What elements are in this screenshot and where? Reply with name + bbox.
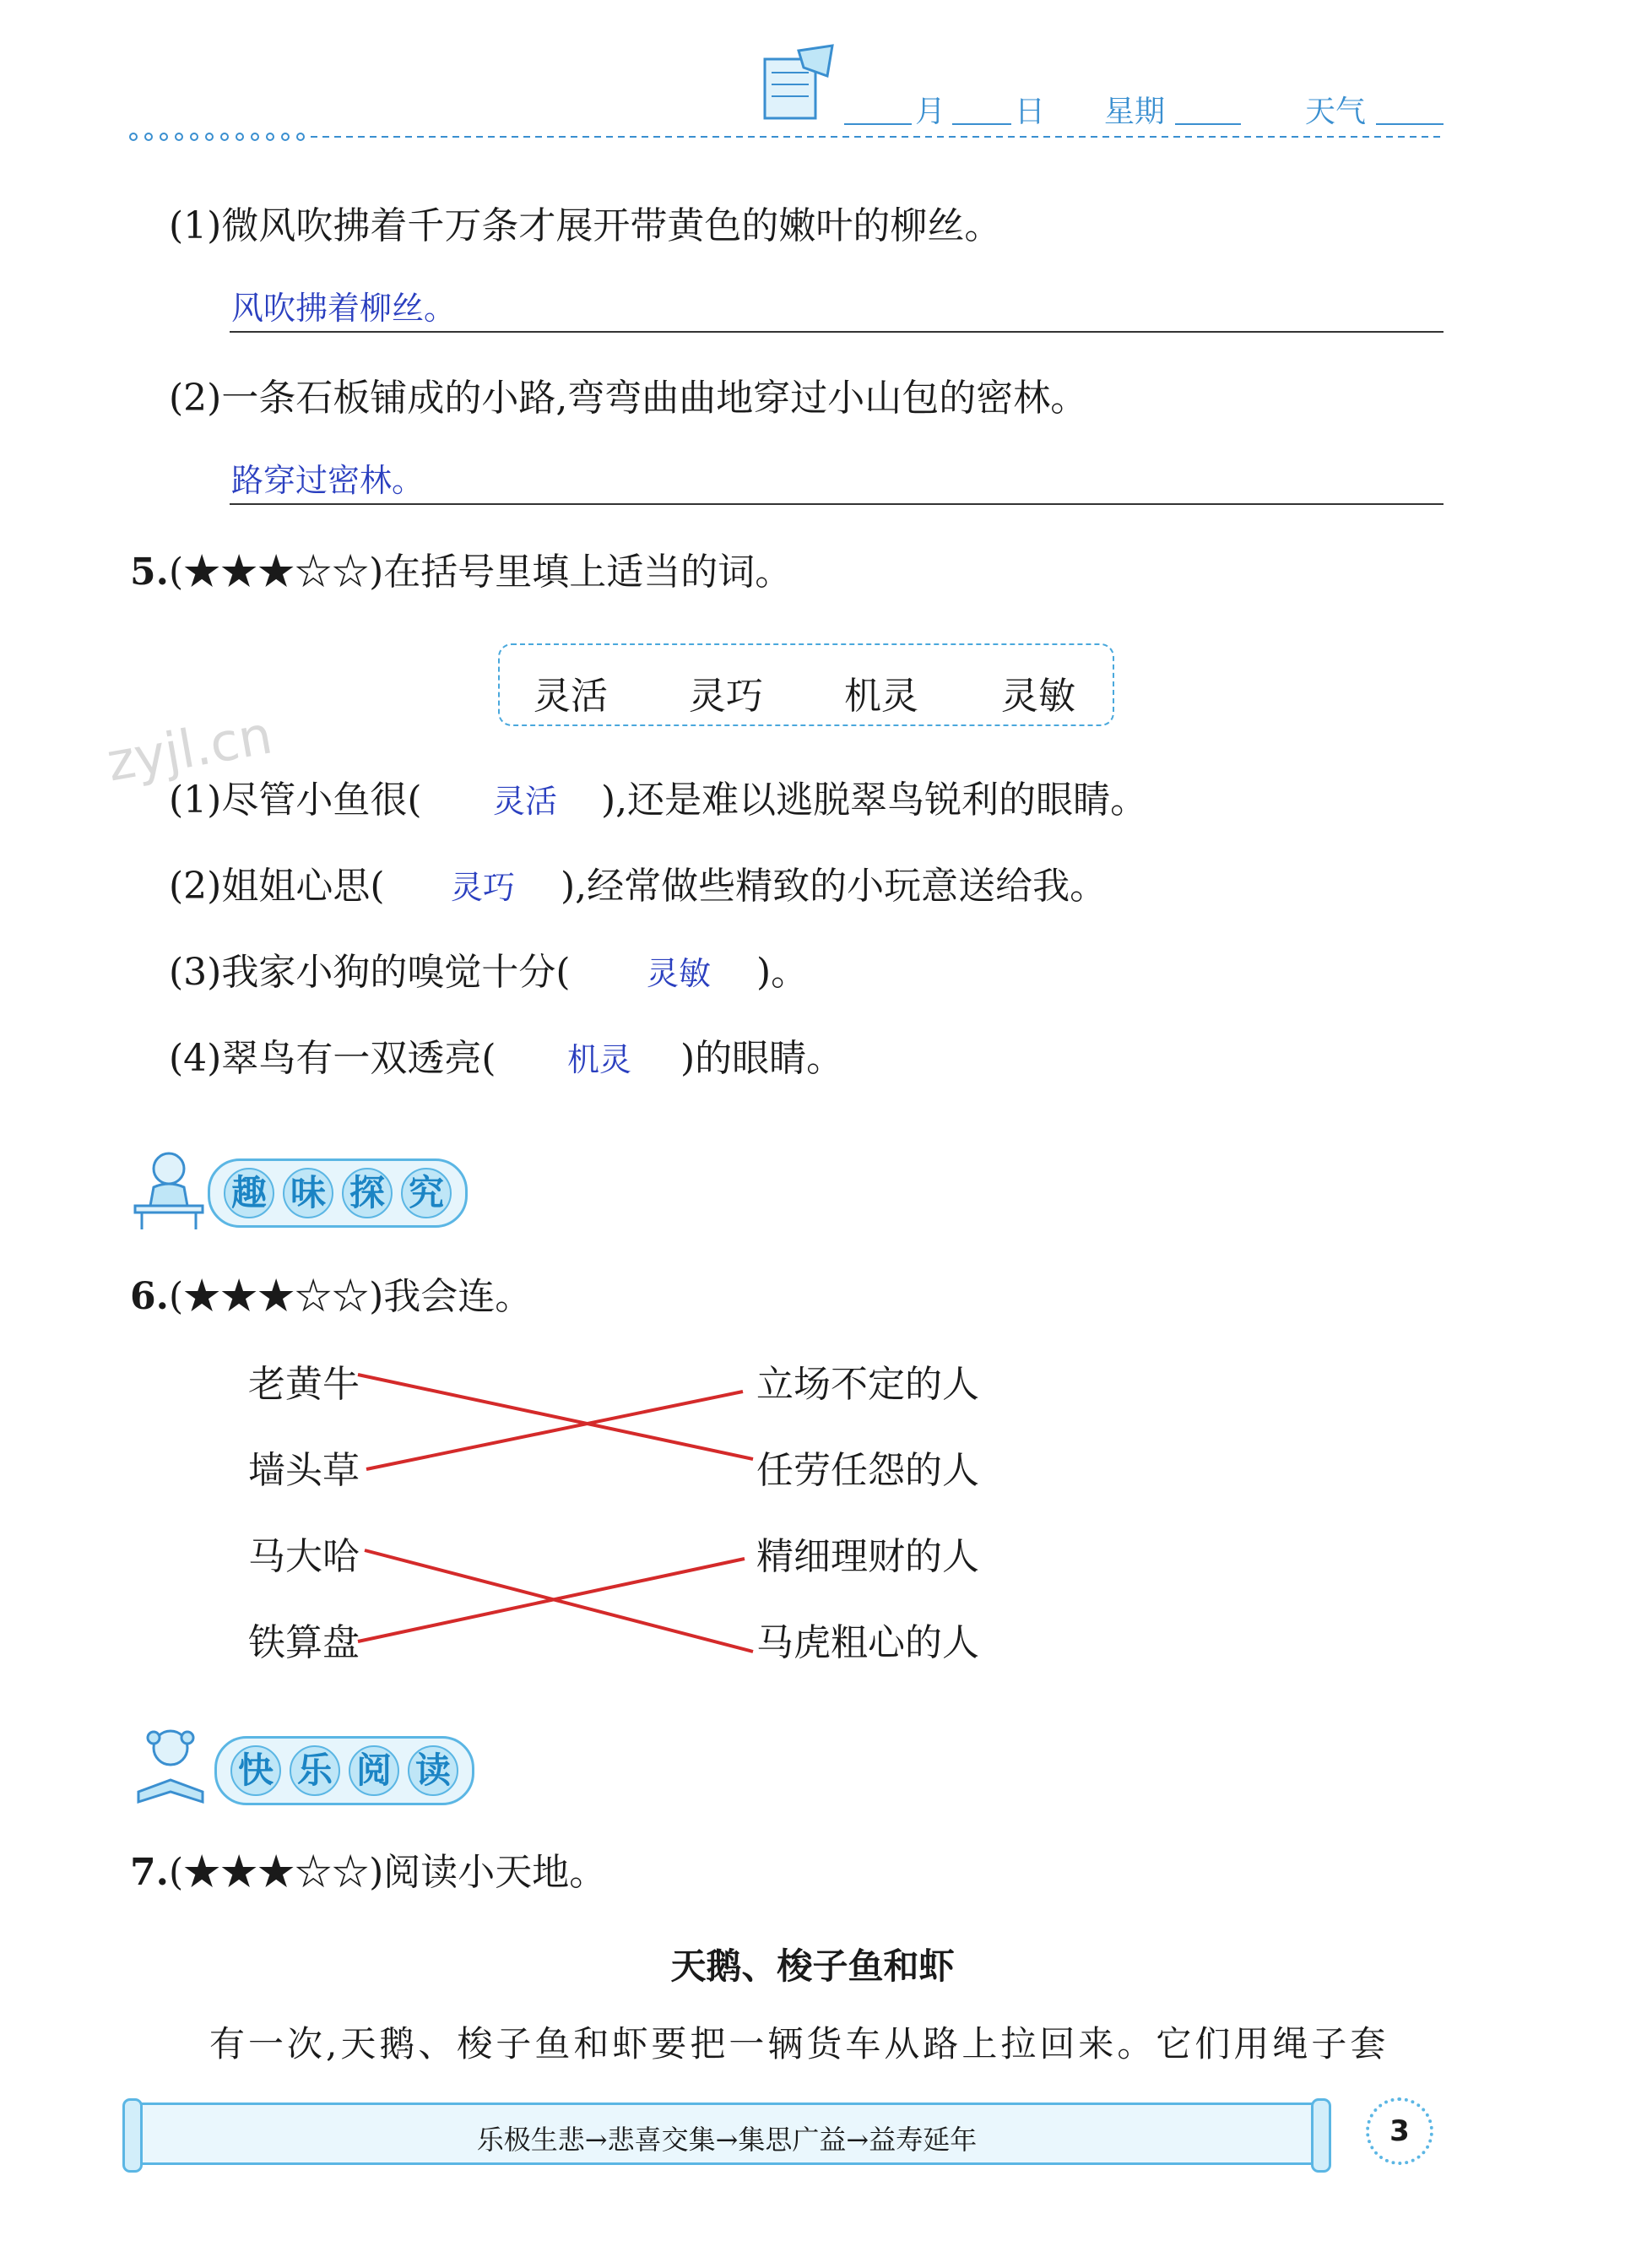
idiom-chain: 乐极生悲→悲喜交集→集思广益→益寿延年 <box>476 2124 978 2156</box>
watermark: zyjl.cn <box>102 703 277 794</box>
section-title-char: 阅 <box>349 1745 399 1796</box>
q7-heading <box>130 1851 607 1894</box>
q5-item-text: )的眼睛。 <box>680 1037 844 1080</box>
story-paragraph: 有一次,天鹅、梭子鱼和虾要把一辆货车从路上拉回来。它们用绳子套 <box>209 2023 1389 2065</box>
q5-item-text: (4)翠鸟有一双透亮( <box>169 1037 496 1080</box>
match-right-item[interactable]: 立场不定的人 <box>756 1363 979 1406</box>
section-title-char: 读 <box>408 1745 458 1796</box>
section-title-char: 探 <box>342 1168 393 1218</box>
page-number: 3 <box>1366 2097 1433 2165</box>
q5-answer[interactable]: 灵巧 <box>451 869 516 906</box>
q5-item-text: ),还是难以逃脱翠鸟锐利的眼睛。 <box>601 779 1148 822</box>
story-title: 天鹅、梭子鱼和虾 <box>670 1945 955 1987</box>
match-line <box>358 1375 753 1459</box>
word-bank-item: 灵敏 <box>1001 675 1075 718</box>
q5-prompt: 在括号里填上适当的词。 <box>383 551 793 594</box>
word-bank-item: 灵巧 <box>689 675 763 718</box>
q5-item-text: ),经常做些精致的小玩意送给我。 <box>561 865 1108 908</box>
word-bank-item: 灵活 <box>534 675 608 718</box>
month-label: 月 <box>915 95 946 129</box>
q4-answer-2[interactable]: 路穿过密林。 <box>231 462 425 499</box>
match-left-item[interactable]: 马大哈 <box>248 1535 360 1578</box>
q4-sentence-2: (2)一条石板铺成的小路,弯弯曲曲地穿过小山包的密林。 <box>169 377 1088 420</box>
match-left-item[interactable]: 铁算盘 <box>248 1621 360 1664</box>
match-line <box>366 1392 743 1469</box>
q5-stars: (★★★☆☆) <box>168 551 384 594</box>
weather-label: 天气 <box>1305 95 1367 129</box>
match-line <box>365 1550 753 1652</box>
q6-number: 6. <box>130 1275 169 1318</box>
match-left-item[interactable]: 老黄牛 <box>248 1363 360 1406</box>
section-title-char: 快 <box>230 1745 281 1796</box>
match-right-item[interactable]: 马虎粗心的人 <box>756 1621 979 1664</box>
q5-item-text: )。 <box>756 951 809 994</box>
word-bank-item: 机灵 <box>844 675 918 718</box>
q6-prompt: 我会连。 <box>383 1275 533 1318</box>
q5-number: 5. <box>130 551 169 594</box>
q7-stars: (★★★☆☆) <box>168 1851 384 1894</box>
q7-number: 7. <box>130 1851 169 1894</box>
section-title-char: 味 <box>283 1168 333 1218</box>
day-label: 日 <box>1015 95 1046 129</box>
child-reading-icon <box>130 1724 211 1809</box>
section-title-char: 乐 <box>290 1745 340 1796</box>
footer-idiom-scroll <box>132 2103 1322 2165</box>
match-right-item[interactable]: 任劳任怨的人 <box>756 1449 979 1492</box>
match-line <box>358 1559 745 1641</box>
q5-answer[interactable]: 灵活 <box>493 783 558 820</box>
match-left-item[interactable]: 墙头草 <box>248 1449 360 1492</box>
match-right-item[interactable]: 精细理财的人 <box>756 1535 979 1578</box>
q7-prompt: 阅读小天地。 <box>383 1851 607 1894</box>
q4-answer-1[interactable]: 风吹拂着柳丝。 <box>231 290 457 327</box>
q4-sentence-1: (1)微风吹拂着千万条才展开带黄色的嫩叶的柳丝。 <box>169 204 1002 247</box>
q5-answer[interactable]: 机灵 <box>567 1041 632 1078</box>
q5-item-text: (3)我家小狗的嗅觉十分( <box>169 951 571 994</box>
q5-item-text: (2)姐姐心思( <box>169 865 385 908</box>
section-title-char: 究 <box>401 1168 452 1218</box>
section-title <box>214 1736 474 1805</box>
q5-answer[interactable]: 灵敏 <box>647 955 712 992</box>
q5-item-text: (1)尽管小鱼很( <box>169 779 422 822</box>
q6-stars: (★★★☆☆) <box>168 1275 384 1318</box>
weekday-label: 星期 <box>1104 95 1166 129</box>
section-title-char: 趣 <box>224 1168 274 1218</box>
